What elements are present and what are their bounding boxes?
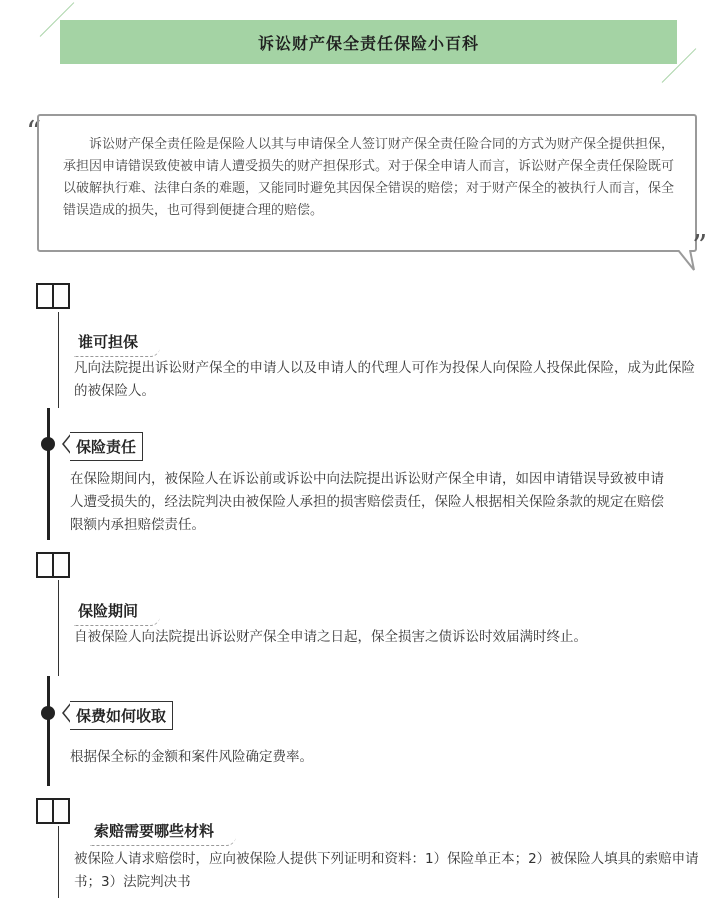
book-icon [36,798,70,824]
open-quote-icon: “ [26,115,42,150]
section-text-premium: 根据保全标的金额和案件风险确定费率。 [70,749,313,765]
section-heading-premium: 保费如何收取 [70,701,173,730]
timeline-dot [41,437,55,451]
section-heading-claim-materials: 索赔需要哪些材料 [90,820,236,846]
timeline-line [47,408,50,540]
book-icon [36,283,70,309]
book-icon [36,552,70,578]
timeline-line [58,312,59,408]
section-heading-coverage: 保险责任 [70,432,143,461]
timeline-line [47,676,50,786]
timeline-line [58,580,59,676]
section-heading-who-can-insure: 谁可担保 [74,331,160,357]
section-text-insurance-period: 自被保险人向法院提出诉讼财产保全申请之日起，保全损害之债诉讼时效届满时终止。 [74,629,587,645]
section-heading-insurance-period: 保险期间 [74,600,160,626]
speech-tail-icon [676,250,706,274]
intro-box [37,114,697,252]
section-text-claim-materials: 被保险人请求赔偿时，应向被保险人提供下列证明和资料：1）保险单正本；2）被保险人填具的索赔申请书；3）法院判决书 [74,851,699,890]
section-text-who-can-insure: 凡向法院提出诉讼财产保全的申请人以及申请人的代理人可作为投保人向保险人投保此保险，成为此保险的被保险人。 [74,360,695,399]
intro-text: 诉讼财产保全责任险是保险人以其与申请保全人签订财产保全责任险合同的方式为财产保全提供担保，承担因申请错误致使被申请人遭受损失的财产担保形式。对于保全申请人而言，诉讼财产保全责任保险既可以破解执行难、法律白条的难题，又能同时避免其因保全错误的赔偿；对于财产保全的被执行人而言，保全错误造成的损失，也可得到便捷合理的赔偿。 [63,137,675,218]
page-title: 诉讼财产保全责任保险小百科 [60,20,677,64]
close-quote-icon: ” [692,229,708,264]
timeline-line [58,826,59,898]
section-text-coverage: 在保险期间内，被保险人在诉讼前或诉讼中向法院提出诉讼财产保全申请，如因申请错误导致被申请人遭受损失的，经法院判决由被保险人承担的损害赔偿责任，保险人根据相关保险条款的规定在赔偿限额内承担赔偿责任。 [70,471,664,533]
timeline-dot [41,706,55,720]
